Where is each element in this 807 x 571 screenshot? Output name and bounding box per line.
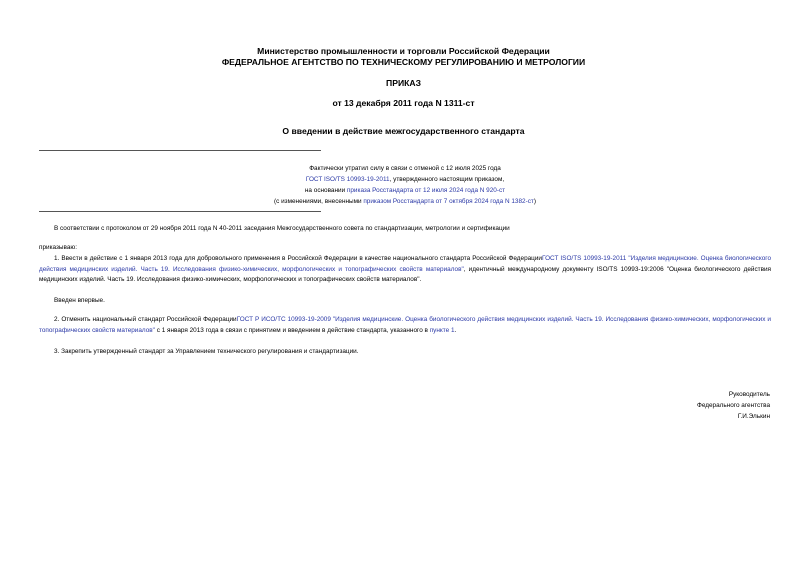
divider-bottom (39, 211, 321, 212)
status-note-line4-prefix: (с изменениями, внесенными (274, 198, 364, 205)
signature-agency: Федерального агентства (696, 402, 770, 409)
signature-title: Руководитель (728, 391, 770, 398)
gost-2011-link[interactable]: ГОСТ ISO/TS 10993-19-2011 (305, 176, 390, 183)
gost-r-iso-ts-10993-19-2009-link[interactable]: ГОСТ Р ИСО/ТС 10993-19-2009 "Изделия медицинские. Оценка биологического действия медицинских изделий. Часть 19. Исследования физико-химических, морфологических и топографических свойств материалов" (39, 316, 771, 334)
intro-paragraph: В соответствии с протоколом от 29 ноября 2011 года N 40-2011 заседания Межгосударственного совета по стандартизации, метрологии и сертификации (54, 225, 510, 232)
order-date-number: от 13 декабря 2011 года N 1311-ст (332, 98, 475, 108)
status-note-line4-suffix: ) (533, 198, 536, 205)
gost-iso-ts-10993-19-2011-link[interactable]: ГОСТ ISO/TS 10993-19-2011 "Изделия медицинские. Оценка биологического действия медицинских изделий. Часть 19. Исследования физико-химических, морфологических и топографических свойств материалов" (39, 255, 771, 273)
item-1-suffix: , идентичный международному документу ISO/TS 10993-19:2006 "Оценка биологического действия медицинских изделий. Часть 19. Исследования физико-химических, морфологических и топографических свойств материалов". (39, 265, 771, 284)
item-2-prefix: 2. Отменить национальный стандарт Российской Федерации (54, 316, 237, 323)
paragraph-1-link[interactable]: пункте 1 (429, 326, 455, 334)
status-note-line4 (200, 196, 610, 207)
status-note-line1: Фактически утратил силу в связи с отменой с 12 июля 2025 года (309, 165, 501, 172)
ministry-name: Министерство промышленности и торговли Российской Федерации (257, 46, 550, 56)
order-word: приказываю: (39, 244, 77, 251)
order-920-link[interactable]: приказа Росстандарта от 12 июля 2024 года N 920-ст (346, 187, 506, 194)
document-type: ПРИКАЗ (386, 78, 421, 88)
item-1-paragraph (39, 254, 771, 286)
status-note-line3 (200, 185, 610, 196)
signature-name: Г.И.Элькин (737, 413, 770, 420)
item-3-paragraph: 3. Закрепить утвержденный стандарт за Управлением технического регулирования и стандартизации. (54, 348, 359, 355)
order-1382-link[interactable]: приказом Росстандарта от 7 октября 2024 года N 1382-ст (363, 198, 534, 205)
introduced-first-time: Введен впервые. (54, 297, 105, 304)
item-2-end: . (454, 326, 457, 334)
status-note-line3-prefix: на основании (304, 187, 347, 194)
order-title: О введении в действие межгосударственного стандарта (282, 126, 525, 136)
item-2-middle: с 1 января 2013 года в связи с принятием и введением в действие стандарта, указанного в (154, 326, 430, 334)
status-note-line2-text: , утвержденного настоящим приказом, (389, 176, 505, 183)
agency-name: ФЕДЕРАЛЬНОЕ АГЕНТСТВО ПО ТЕХНИЧЕСКОМУ РЕГУЛИРОВАНИЮ И МЕТРОЛОГИИ (221, 57, 586, 67)
item-2-paragraph (39, 315, 771, 336)
status-note-line2 (200, 174, 610, 185)
divider-top (39, 150, 321, 151)
item-1-prefix: 1. Ввести в действие с 1 января 2013 года для добровольного применения в Российской Федерации в качестве национального стандарта Российской Федерации (54, 255, 542, 262)
